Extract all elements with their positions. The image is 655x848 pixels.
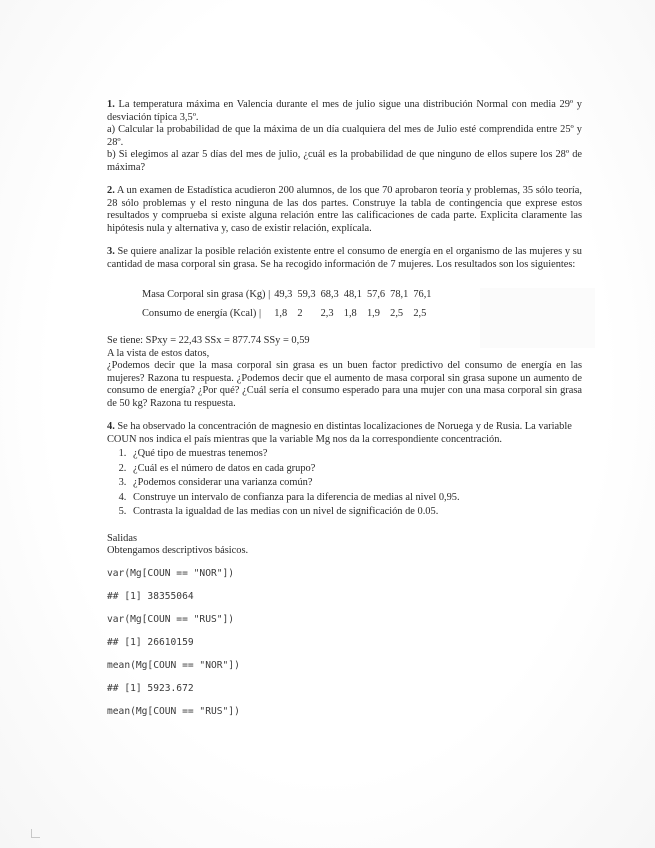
table-row-mass: Masa Corporal sin grasa (Kg) | 49,3 59,3 68,3 48,1 57,6 78,1 76,1 bbox=[142, 289, 432, 300]
list-item: 4. Construye un intervalo de confianza para la diferencia de medias al nivel 0,95. bbox=[129, 492, 582, 505]
outputs-heading: Salidas bbox=[107, 532, 138, 544]
table-row-energy: Consumo de energía (Kcal) | 1,8 2 2,3 1,8 1,9 2,5 2,5 bbox=[142, 307, 427, 319]
code-line: mean(Mg[COUN == "NOR"]) bbox=[107, 659, 240, 671]
problem-4-list bbox=[107, 448, 582, 519]
code-line: var(Mg[COUN == "NOR"]) bbox=[107, 567, 235, 579]
problem-3-statement: 3. Se quiere analizar la posible relación existente entre el consumo de energía en el organismo de las mujeres y su cantidad de masa corporal sin grasa. Se ha recogido información de 7 mujeres. Los resultados son los siguientes: bbox=[107, 246, 583, 270]
code-output: ## [1] 38355064 bbox=[107, 590, 194, 602]
problem-2 bbox=[107, 185, 582, 235]
problem-1-part-a: a) Calcular la probabilidad de que la máxima de un día cualquiera del mes de Julio esté comprendida entre 25º y 28º. bbox=[107, 124, 582, 148]
problem-2-statement: 2. A un examen de Estadística acudieron 200 alumnos, de los que 70 aprobaron teoría y problemas, 35 sólo teoría, 28 sólo problemas y el resto ninguna de las dos partes. Construye la tabla de contingencia que exprese estos resultados y comprueba si existe alguna relación entre las calificaciones de cada parte. Explicita claramente las hipótesis nula y alternativa y, caso de existir relación, explícala. bbox=[107, 185, 582, 234]
list-item: 2. ¿Cuál es el número de datos en cada grupo? bbox=[129, 463, 582, 476]
problem-1-statement: 1. La temperatura máxima en Valencia durante el mes de julio sigue una distribución Normal con media 29º y desviación típica 3,5º. bbox=[107, 99, 582, 123]
code-line: var(Mg[COUN == "RUS"]) bbox=[107, 613, 235, 625]
code-output: ## [1] 26610159 bbox=[107, 636, 194, 648]
problem-3-question: ¿Podemos decir que la masa corporal sin grasa es un buen factor predictivo del consumo de energía en las mujeres? Razona tu respuesta. ¿Podemos decir que el aumento de masa corporal sin grasa supone un aumento de consumo de energía? ¿Por qué? ¿Cuál sería el consumo esperado para una mujer con una masa corporal sin grasa de 50 kg? Razona tu respuesta. bbox=[107, 360, 582, 409]
problem-4-statement: 4. Se ha observado la concentración de magnesio en distintas localizaciones de Noruega y de Rusia. La variable COUN nos indica el país mientras que la variable Mg nos da la correspondiente concentración. bbox=[107, 421, 572, 445]
code-output: ## [1] 5923.672 bbox=[107, 682, 194, 694]
problem-3-lead: A la vista de estos datos, bbox=[107, 347, 210, 359]
problem-3-sums: Se tiene: SPxy = 22,43 SSx = 877.74 SSy = 0,59 bbox=[107, 335, 310, 346]
code-line: mean(Mg[COUN == "RUS"]) bbox=[107, 705, 240, 717]
exam-content bbox=[107, 99, 582, 729]
problem-3 bbox=[107, 246, 582, 410]
list-item: 5. Contrasta la igualdad de las medias con un nivel de significación de 0.05. bbox=[129, 506, 582, 519]
list-item: 1. ¿Qué tipo de muestras tenemos? bbox=[129, 448, 582, 461]
list-item: 3. ¿Podemos considerar una varianza común? bbox=[129, 477, 582, 490]
problem-1-part-b: b) Si elegimos al azar 5 días del mes de julio, ¿cuál es la probabilidad de que ninguno de ellos supere los 28º de máxima? bbox=[107, 149, 582, 173]
outputs-section bbox=[107, 533, 582, 718]
scan-corner-mark bbox=[31, 829, 40, 838]
problem-4 bbox=[107, 421, 582, 519]
data-table bbox=[142, 286, 437, 323]
outputs-subheading: Obtengamos descriptivos básicos. bbox=[107, 545, 249, 556]
problem-1 bbox=[107, 99, 582, 174]
